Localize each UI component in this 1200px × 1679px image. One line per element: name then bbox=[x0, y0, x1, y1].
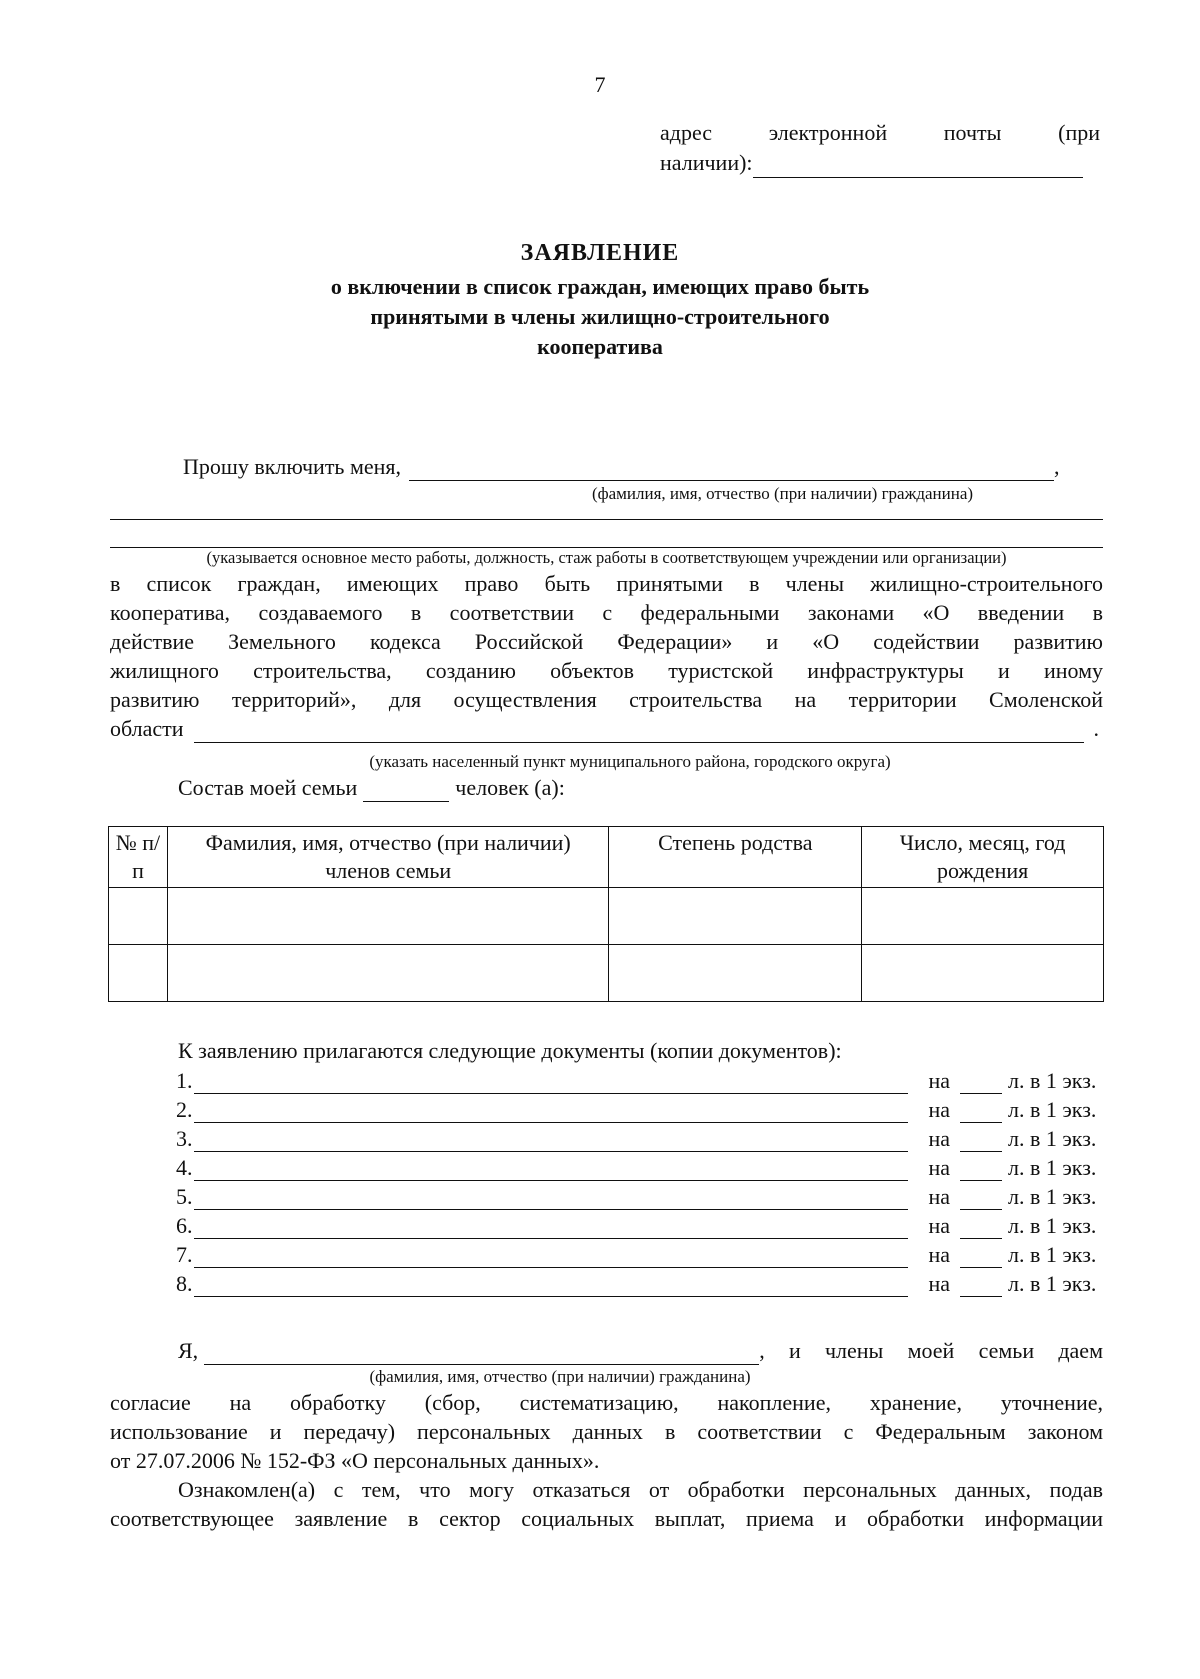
document-pages-field[interactable] bbox=[960, 1131, 1002, 1152]
document-name-field[interactable] bbox=[194, 1218, 908, 1239]
document-copies: л. в 1 экз. bbox=[1008, 1242, 1097, 1267]
document-number: 6. bbox=[176, 1213, 193, 1238]
email-label-line2: наличии): bbox=[660, 150, 753, 175]
document-row bbox=[176, 1123, 1104, 1152]
email-block bbox=[660, 118, 1100, 178]
document-name-field[interactable] bbox=[194, 1160, 908, 1181]
family-size-line bbox=[178, 773, 565, 802]
page-number: 7 bbox=[594, 72, 606, 97]
document-copies: л. в 1 экз. bbox=[1008, 1155, 1097, 1180]
table-row bbox=[109, 945, 1104, 1002]
email-word-2: электронной bbox=[768, 120, 888, 145]
document-name-field[interactable] bbox=[194, 1131, 908, 1152]
documents-intro: К заявлению прилагаются следующие документы (копии документов): bbox=[178, 1038, 842, 1063]
subtitle-line-3: кооператива bbox=[537, 334, 663, 359]
document-number: 4. bbox=[176, 1155, 193, 1180]
document-na: на bbox=[928, 1271, 950, 1296]
consent-line-5: соответствующее заявление в сектор социальных выплат, приема и обработки информации bbox=[110, 1506, 1103, 1531]
family-table-header bbox=[109, 827, 1104, 888]
document-copies: л. в 1 экз. bbox=[1008, 1097, 1097, 1122]
document-copies: л. в 1 экз. bbox=[1008, 1271, 1097, 1296]
request-paragraph bbox=[110, 569, 1103, 743]
document-na: на bbox=[928, 1184, 950, 1209]
document-row bbox=[176, 1094, 1104, 1123]
col-header-relation: Степень родства bbox=[609, 827, 862, 888]
para-period: . bbox=[1093, 716, 1100, 741]
para-oblasti: области bbox=[110, 716, 184, 741]
document-na: на bbox=[928, 1126, 950, 1151]
hint-consent-name: (фамилия, имя, отчество (при наличии) гражданина) bbox=[369, 1367, 751, 1386]
consent-paragraph bbox=[110, 1388, 1103, 1533]
consent-name-field[interactable] bbox=[204, 1342, 759, 1365]
work-field-line-1[interactable] bbox=[110, 519, 1103, 520]
request-comma: , bbox=[1054, 454, 1060, 479]
table-cell[interactable] bbox=[609, 945, 862, 1002]
document-na: на bbox=[928, 1213, 950, 1238]
table-cell[interactable] bbox=[109, 945, 168, 1002]
table-cell[interactable] bbox=[862, 888, 1104, 945]
document-copies: л. в 1 экз. bbox=[1008, 1068, 1097, 1093]
document-copies: л. в 1 экз. bbox=[1008, 1126, 1097, 1151]
document-name-field[interactable] bbox=[194, 1247, 908, 1268]
document-pages-field[interactable] bbox=[960, 1189, 1002, 1210]
document-copies: л. в 1 экз. bbox=[1008, 1213, 1097, 1238]
document-na: на bbox=[928, 1097, 950, 1122]
subtitle-line-1: о включении в список граждан, имеющих право быть bbox=[330, 274, 870, 299]
document-pages-field[interactable] bbox=[960, 1247, 1002, 1268]
para-line-1: в список граждан, имеющих право быть принятыми в члены жилищно-строительного bbox=[110, 571, 1103, 596]
email-word-4: (при bbox=[1058, 120, 1100, 145]
document-name-field[interactable] bbox=[194, 1189, 908, 1210]
document-title: ЗАЯВЛЕНИЕ bbox=[520, 240, 680, 266]
document-pages-field[interactable] bbox=[960, 1218, 1002, 1239]
col-header-birthdate: Число, месяц, год рождения bbox=[862, 827, 1104, 888]
document-na: на bbox=[928, 1068, 950, 1093]
table-cell[interactable] bbox=[609, 888, 862, 945]
document-na: на bbox=[928, 1155, 950, 1180]
table-cell[interactable] bbox=[167, 888, 608, 945]
document-pages-field[interactable] bbox=[960, 1073, 1002, 1094]
document-row bbox=[176, 1152, 1104, 1181]
email-word-1: адрес bbox=[660, 120, 713, 145]
table-cell[interactable] bbox=[109, 888, 168, 945]
family-count-field[interactable] bbox=[363, 779, 449, 802]
consent-ya: Я, bbox=[178, 1338, 199, 1363]
document-name-field[interactable] bbox=[194, 1276, 908, 1297]
document-number: 1. bbox=[176, 1068, 193, 1093]
col-header-number: № п/п bbox=[109, 827, 168, 888]
applicant-name-field[interactable] bbox=[409, 456, 1054, 481]
para-line-3: действие Земельного кодекса Российской Федерации» и «О содействии развитию bbox=[110, 629, 1103, 654]
table-row bbox=[109, 888, 1104, 945]
request-line bbox=[183, 452, 1113, 481]
locality-field[interactable] bbox=[194, 720, 1084, 743]
email-word-3: почты bbox=[943, 120, 1002, 145]
document-na: на bbox=[928, 1242, 950, 1267]
consent-line-4: Ознакомлен(а) с тем, что могу отказаться от обработки персональных данных, подав bbox=[178, 1477, 1103, 1502]
document-pages-field[interactable] bbox=[960, 1276, 1002, 1297]
document-name-field[interactable] bbox=[194, 1102, 908, 1123]
consent-line-2: использование и передачу) персональных данных в соответствии с Федеральным законом bbox=[110, 1419, 1103, 1444]
document-number: 3. bbox=[176, 1126, 193, 1151]
para-line-4: жилищного строительства, созданию объектов туристской инфраструктуры и иному bbox=[110, 658, 1103, 683]
document-name-field[interactable] bbox=[194, 1073, 908, 1094]
request-lead: Прошу включить меня, bbox=[183, 454, 402, 479]
document-number: 7. bbox=[176, 1242, 193, 1267]
document-copies: л. в 1 экз. bbox=[1008, 1184, 1097, 1209]
document-row bbox=[176, 1181, 1104, 1210]
consent-mid: , и члены моей семьи даем bbox=[759, 1338, 1103, 1363]
document-subtitle bbox=[0, 272, 1200, 362]
hint-locality: (указать населенный пункт муниципального района, городского округа) bbox=[369, 752, 891, 771]
document-row bbox=[176, 1065, 1104, 1094]
document-row bbox=[176, 1268, 1104, 1297]
col-header-name: Фамилия, имя, отчество (при наличии) членов семьи bbox=[167, 827, 608, 888]
family-table bbox=[108, 826, 1104, 1002]
consent-line bbox=[178, 1336, 1103, 1365]
email-field[interactable] bbox=[753, 153, 1083, 178]
document-row bbox=[176, 1210, 1104, 1239]
document-pages-field[interactable] bbox=[960, 1160, 1002, 1181]
document-row bbox=[176, 1239, 1104, 1268]
subtitle-line-2: принятыми в члены жилищно-строительного bbox=[370, 304, 830, 329]
family-lead: Состав моей семьи bbox=[178, 775, 358, 800]
hint-applicant-name: (фамилия, имя, отчество (при наличии) гражданина) bbox=[591, 484, 974, 503]
document-number: 8. bbox=[176, 1271, 193, 1296]
hint-work-place: (указывается основное место работы, должность, стаж работы в соответствующем учреждении или организации) bbox=[206, 548, 1007, 567]
consent-line-1: согласие на обработку (сбор, систематизацию, накопление, хранение, уточнение, bbox=[110, 1390, 1103, 1415]
consent-line-3: от 27.07.2006 № 152-ФЗ «О персональных данных». bbox=[110, 1448, 600, 1473]
document-number: 2. bbox=[176, 1097, 193, 1122]
para-line-6 bbox=[110, 714, 1103, 743]
document-pages-field[interactable] bbox=[960, 1102, 1002, 1123]
table-cell[interactable] bbox=[167, 945, 608, 1002]
para-line-2: кооператива, создаваемого в соответствии с федеральными законами «О введении в bbox=[110, 600, 1103, 625]
document-number: 5. bbox=[176, 1184, 193, 1209]
para-line-5: развитию территорий», для осуществления строительства на территории Смоленской bbox=[110, 687, 1103, 712]
family-tail: человек (а): bbox=[455, 775, 565, 800]
table-cell[interactable] bbox=[862, 945, 1104, 1002]
